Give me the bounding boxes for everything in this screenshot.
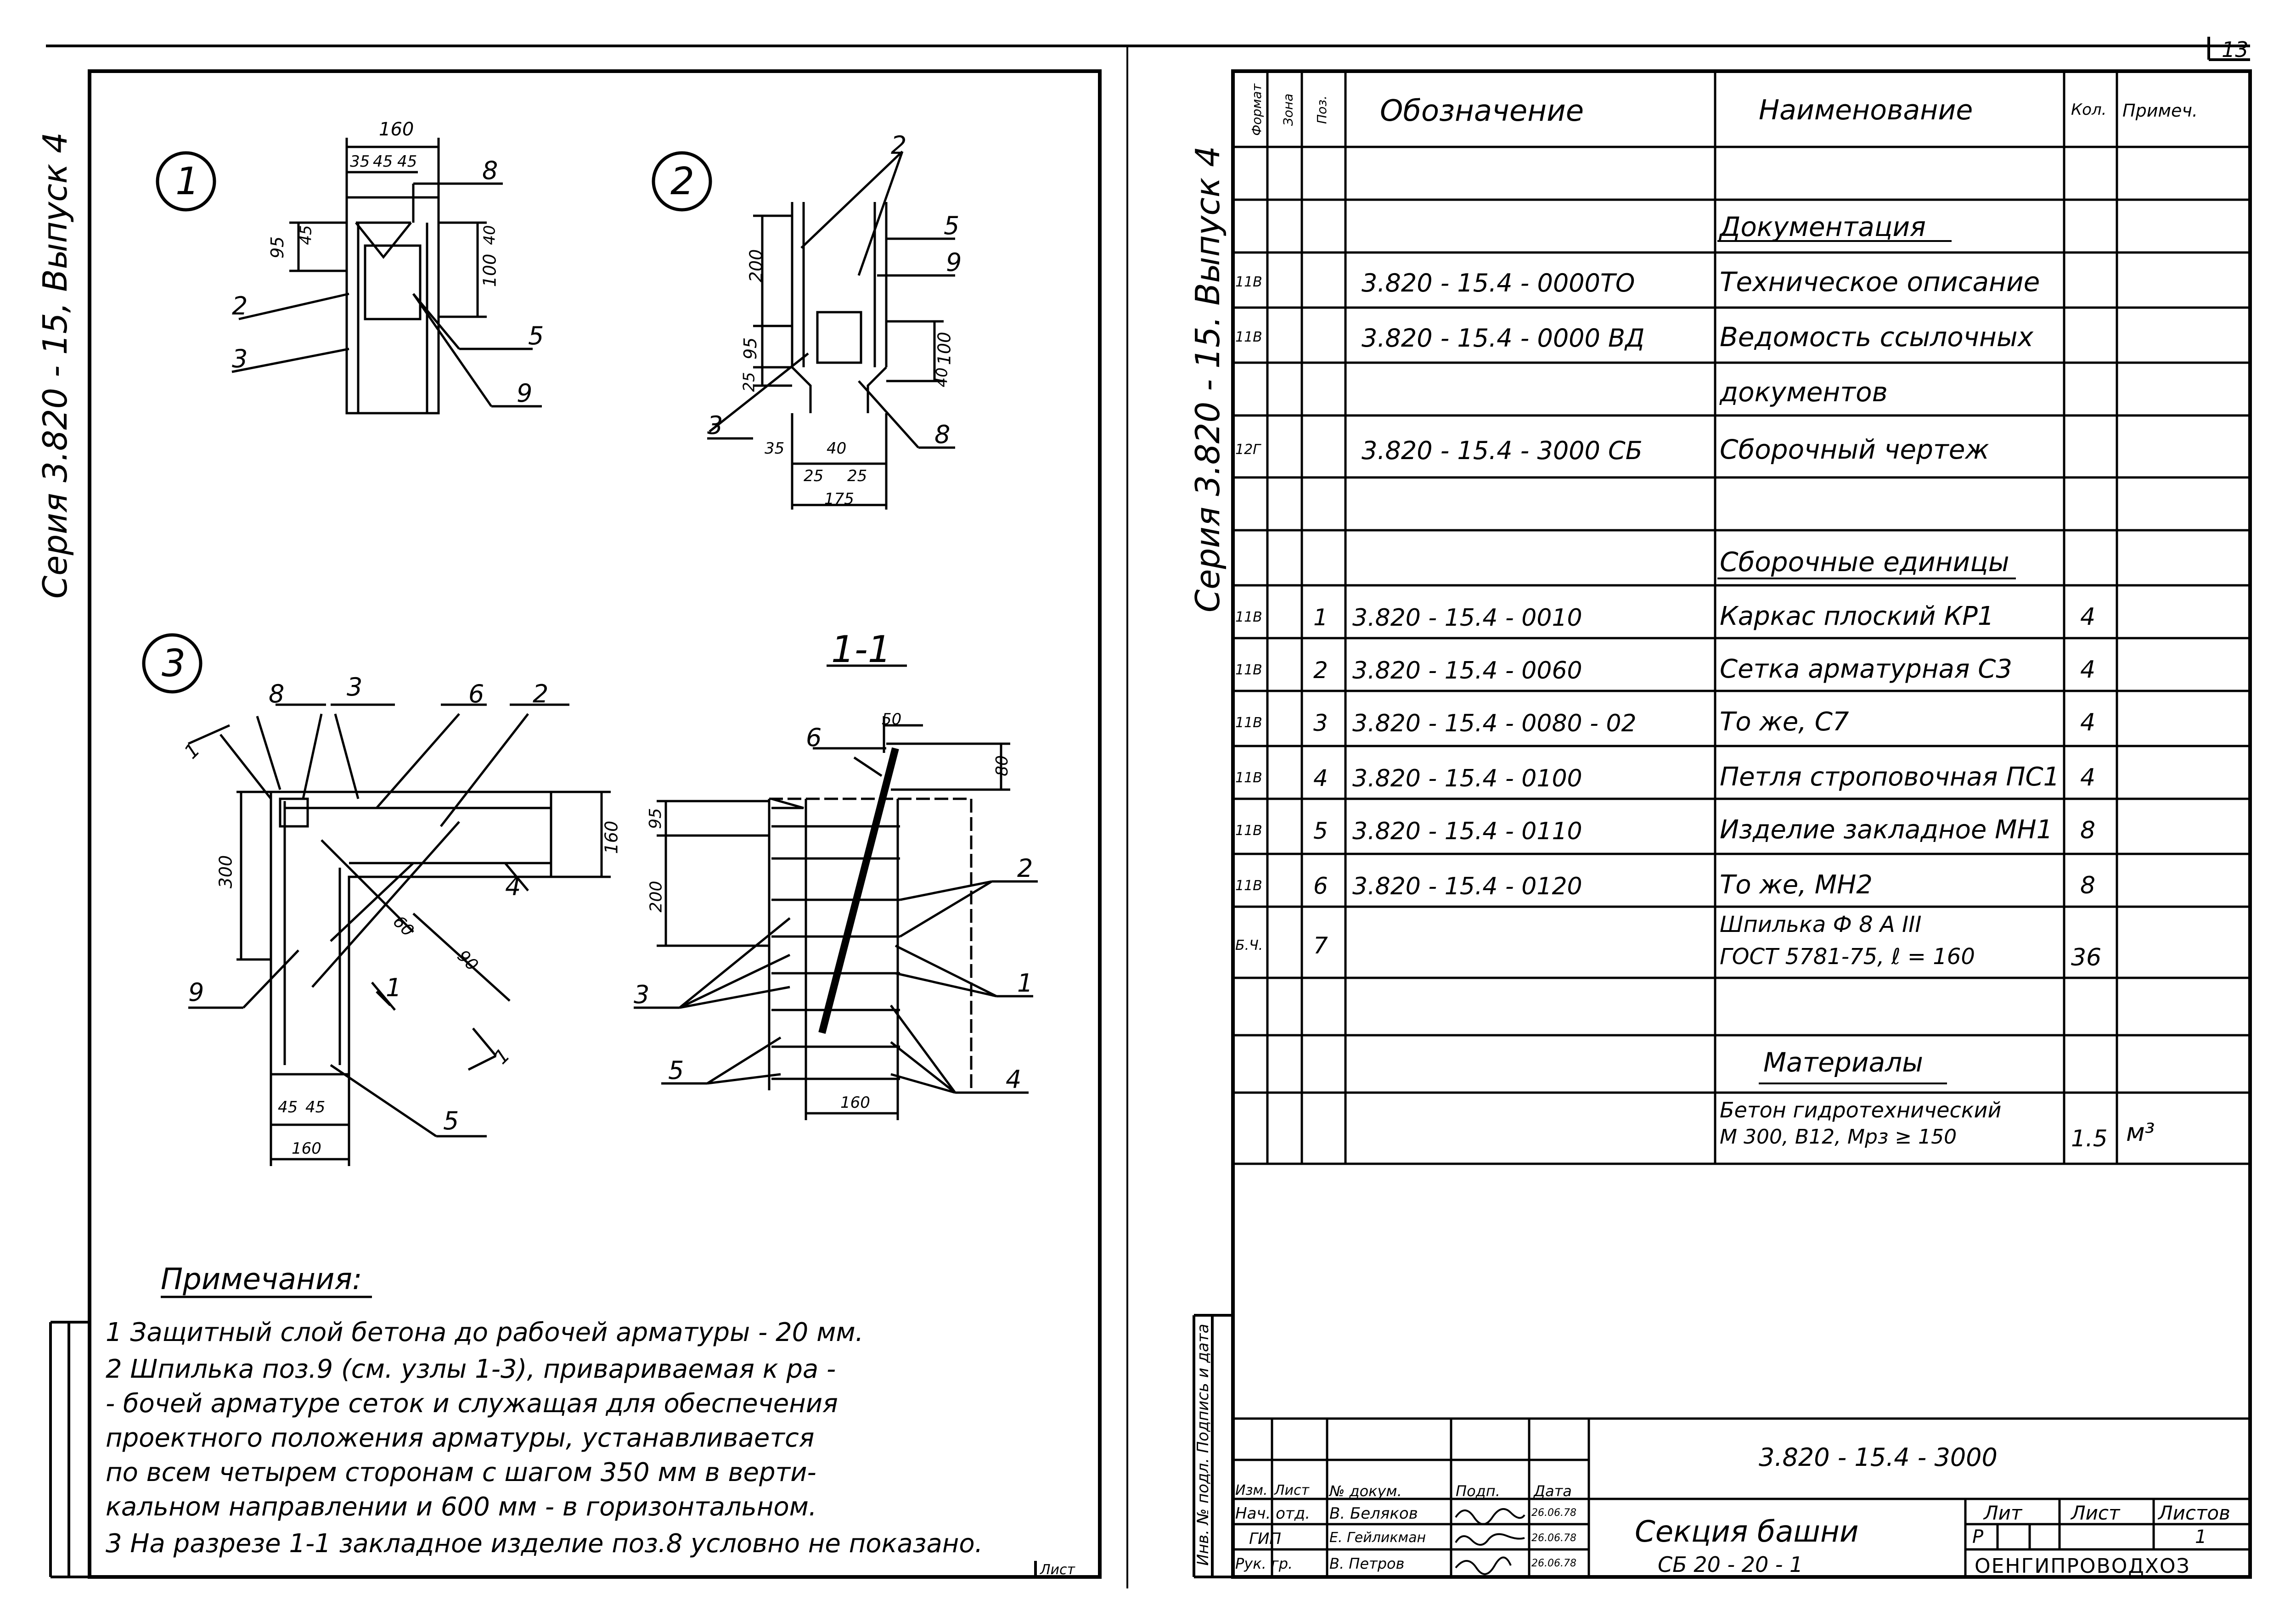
row-qty: 8	[2080, 817, 2096, 844]
callout-n2-3: 3	[707, 411, 723, 440]
callout-n3-6: 6	[468, 679, 484, 708]
callout-s-5: 5	[668, 1056, 684, 1085]
dim-n1-160: 160	[379, 119, 414, 140]
dim-n2-40: 40	[933, 367, 951, 387]
row-qty: 4	[2080, 764, 2096, 791]
row-name: Петля строповочная ПС1	[1720, 762, 2060, 792]
header-note: Примеч.	[2122, 101, 2198, 121]
row-name: То же, МН2	[1720, 870, 1873, 900]
row-name: документов	[1720, 376, 1888, 408]
row-format: 12Г	[1235, 442, 1261, 458]
dim-n2-25: 25	[740, 372, 759, 392]
dim-n2-100: 100	[934, 331, 955, 365]
left-series-label: Серия 3.820 - 15, Выпуск 4	[36, 132, 74, 599]
callout-s-6: 6	[806, 723, 822, 752]
dim-n2-35: 35	[765, 439, 785, 458]
row-name: Техническое описание	[1720, 266, 2040, 297]
person-date: 26.06.78	[1531, 1558, 1576, 1569]
row-designation: 3.820 - 15.4 - 0110	[1352, 818, 1582, 845]
callout-s-4: 4	[1006, 1065, 1022, 1094]
person-role: Рук. гр.	[1235, 1555, 1293, 1572]
row-format: 11В	[1235, 878, 1262, 894]
callout-n3-5: 5	[443, 1106, 459, 1135]
dim-n2-175: 175	[824, 490, 854, 508]
person-name: Е. Гейликман	[1329, 1530, 1426, 1546]
callout-s-2: 2	[1017, 854, 1033, 883]
row-name: Изделие закладное МН1	[1720, 815, 2053, 845]
row-assembly-section: Сборочные единицы	[1720, 546, 2009, 578]
node-1-number: 1	[175, 160, 200, 203]
person-date: 26.06.78	[1531, 1507, 1576, 1519]
person-role: Нач. отд.	[1235, 1504, 1311, 1523]
row-pos: 3	[1313, 710, 1328, 736]
callout-n3-3: 3	[347, 673, 363, 701]
col-list: Лист	[1274, 1482, 1310, 1498]
dim-n3-300: 300	[215, 855, 236, 889]
row-name: Бетон гидротехнический	[1720, 1098, 2002, 1122]
section-1-1-label: 1-1	[831, 628, 891, 671]
row-designation: 3.820 - 15.4 - 0010	[1352, 604, 1582, 632]
row-name: Ведомость ссылочных	[1720, 321, 2034, 353]
row-materials-section: Материалы	[1763, 1047, 1923, 1078]
note-line-5: по всем четырем сторонам с шагом 350 мм в верти-	[106, 1458, 816, 1487]
row-designation: 3.820 - 15.4 - 0000ТО	[1362, 269, 1635, 297]
lit-value: Р	[1972, 1526, 1984, 1548]
doc-code: 3.820 - 15.4 - 3000	[1759, 1443, 1998, 1472]
dim-n1-45b: 45	[397, 152, 417, 171]
col-date: Дата	[1534, 1482, 1572, 1500]
callout-s-1: 1	[1017, 969, 1033, 998]
row-pos: 1	[1313, 604, 1328, 631]
row-pos: 2	[1313, 657, 1328, 684]
row-designation: 3.820 - 15.4 - 0120	[1352, 873, 1582, 900]
row-qty: 8	[2080, 872, 2096, 899]
dim-s-95: 95	[646, 808, 665, 829]
row-format: 11В	[1235, 770, 1262, 786]
callout-n2-9: 9	[946, 248, 962, 277]
dim-n2-95: 95	[740, 337, 761, 360]
node-3-number: 3	[162, 642, 186, 685]
callout-n3-4: 4	[505, 872, 521, 901]
sheets-value: 1	[2195, 1526, 2207, 1548]
callout-n2-8: 8	[934, 420, 951, 449]
row-designation: 3.820 - 15.4 - 0000 ВД	[1362, 324, 1645, 353]
row-format: 11В	[1235, 715, 1262, 731]
header-format: Формат	[1249, 84, 1264, 136]
right-series-label: Серия 3.820 - 15. Выпуск 4	[1188, 146, 1227, 613]
row-designation: 3.820 - 15.4 - 0100	[1352, 765, 1582, 792]
callout-n3-9: 9	[188, 978, 204, 1007]
callout-n2-5: 5	[944, 211, 960, 240]
row-designation: 3.820 - 15.4 - 3000 СБ	[1362, 436, 1643, 465]
dim-n1-100: 100	[479, 253, 500, 287]
sheet-label: Лист	[2071, 1502, 2120, 1524]
row-qty: 4	[2080, 656, 2096, 684]
dim-s-160: 160	[840, 1094, 870, 1112]
header-designation: Обозначение	[1380, 94, 1584, 128]
dim-n2-200: 200	[746, 249, 766, 283]
dim-n1-45a: 45	[373, 152, 393, 171]
row-doc-section: Документация	[1720, 211, 1926, 242]
dim-s-200: 200	[647, 881, 666, 913]
header-name: Наименование	[1759, 94, 1973, 126]
dim-n3-45a: 45	[278, 1098, 298, 1116]
row-format: 11В	[1235, 274, 1262, 290]
lit-label: Лит	[1984, 1502, 2022, 1524]
callout-n1-9: 9	[517, 379, 533, 408]
row-name: Сетка арматурная С3	[1720, 654, 2012, 684]
dim-n2-40b: 40	[827, 439, 847, 458]
person-name: В. Петров	[1329, 1555, 1405, 1572]
dim-s-50: 50	[882, 710, 902, 729]
row-pos: 5	[1313, 818, 1328, 844]
callout-s-3: 3	[634, 980, 650, 1009]
col-sign: Подп.	[1456, 1482, 1500, 1500]
row-qty: 4	[2080, 709, 2096, 736]
row-format: Б.Ч.	[1235, 937, 1263, 954]
callout-n3-2: 2	[533, 679, 549, 708]
note-line-1: 1 Защитный слой бетона до рабочей арматуры - 20 мм.	[106, 1318, 864, 1347]
row-note: м³	[2126, 1118, 2155, 1147]
person-name: В. Беляков	[1329, 1504, 1418, 1523]
dim-n1-95: 95	[267, 236, 288, 259]
dim-n1-35: 35	[350, 152, 370, 171]
callout-n1-3: 3	[232, 344, 248, 373]
node-2-number: 2	[670, 160, 695, 203]
row-name-2: М 300, В12, Мрз ≥ 150	[1720, 1125, 1957, 1149]
row-name: Каркас плоский КР1	[1720, 601, 1994, 631]
row-name: То же, С7	[1720, 707, 1849, 737]
row-format: 11В	[1235, 329, 1262, 345]
callout-n1-8: 8	[482, 156, 498, 185]
row-name-2: ГОСТ 5781-75, ℓ = 160	[1720, 944, 1975, 970]
dim-n3-60: 60	[389, 912, 417, 941]
row-qty: 4	[2080, 603, 2096, 631]
dim-n3-45b: 45	[305, 1098, 326, 1116]
person-date: 26.06.78	[1531, 1532, 1576, 1544]
note-line-4: проектного положения арматуры, устанавливается	[106, 1423, 815, 1453]
row-pos: 7	[1313, 932, 1328, 959]
note-line-6: кальном направлении и 600 мм - в горизонтальном.	[106, 1492, 817, 1522]
callout-n2-2: 2	[891, 131, 907, 160]
row-format: 11В	[1235, 609, 1262, 625]
row-qty: 36	[2071, 944, 2102, 971]
col-izm: Изм.	[1235, 1482, 1268, 1498]
sheets-label: Листов	[2158, 1502, 2230, 1524]
col-doc: № докум.	[1329, 1482, 1402, 1500]
row-pos: 6	[1313, 873, 1328, 899]
note-line-7: 3 На разрезе 1-1 закладное изделие поз.8 условно не показано.	[106, 1529, 983, 1559]
person-role: ГИП	[1249, 1530, 1281, 1548]
dim-n3-90: 90	[453, 946, 482, 975]
stamp-side-label: Инв. № подл. Подпись и дата	[1194, 1324, 1212, 1566]
dim-n1-45c: 45	[297, 225, 315, 245]
callout-n3-1: 1	[386, 973, 402, 1002]
drawing-subtitle: СБ 20 - 20 - 1	[1658, 1552, 1803, 1577]
row-name: Шпилька Ф 8 А III	[1720, 912, 1922, 937]
header-qty: Кол.	[2071, 101, 2107, 119]
dim-s-80: 80	[992, 755, 1012, 776]
row-pos: 4	[1313, 765, 1328, 791]
callout-n1-2: 2	[232, 292, 248, 320]
page-number: 13	[2222, 37, 2249, 62]
dim-n2-25b: 25	[804, 467, 824, 485]
section-arrow-1-top: 1	[180, 738, 204, 763]
organization: ОЕНГИПРОВОДХОЗ	[1975, 1554, 2190, 1578]
row-designation: 3.820 - 15.4 - 0080 - 02	[1352, 710, 1637, 737]
drawing-title: Секция башни	[1635, 1515, 1859, 1549]
row-name: Сборочный чертеж	[1720, 434, 1989, 465]
dim-n3-160r: 160	[601, 820, 622, 854]
dim-n2-25c: 25	[847, 467, 867, 485]
header-zone: Зона	[1280, 93, 1296, 126]
dim-n1-40: 40	[480, 225, 499, 245]
row-format: 11В	[1235, 662, 1262, 678]
row-designation: 3.820 - 15.4 - 0060	[1352, 657, 1582, 684]
notes-title: Примечания:	[161, 1262, 362, 1296]
sheet-label-bottom: Лист	[1040, 1562, 1075, 1578]
note-line-2: 2 Шпилька поз.9 (см. узлы 1-3), привариваемая к ра -	[106, 1354, 836, 1384]
callout-n3-8: 8	[269, 679, 285, 708]
header-pos: Поз.	[1314, 95, 1329, 124]
section-arrow-1-bottom: 1	[490, 1043, 514, 1069]
callout-n1-5: 5	[528, 321, 544, 350]
row-qty: 1.5	[2071, 1125, 2108, 1152]
dim-n3-160: 160	[292, 1139, 321, 1158]
row-format: 11В	[1235, 823, 1262, 839]
note-line-3: - бочей арматуре сеток и служащая для обеспечения	[106, 1389, 838, 1419]
